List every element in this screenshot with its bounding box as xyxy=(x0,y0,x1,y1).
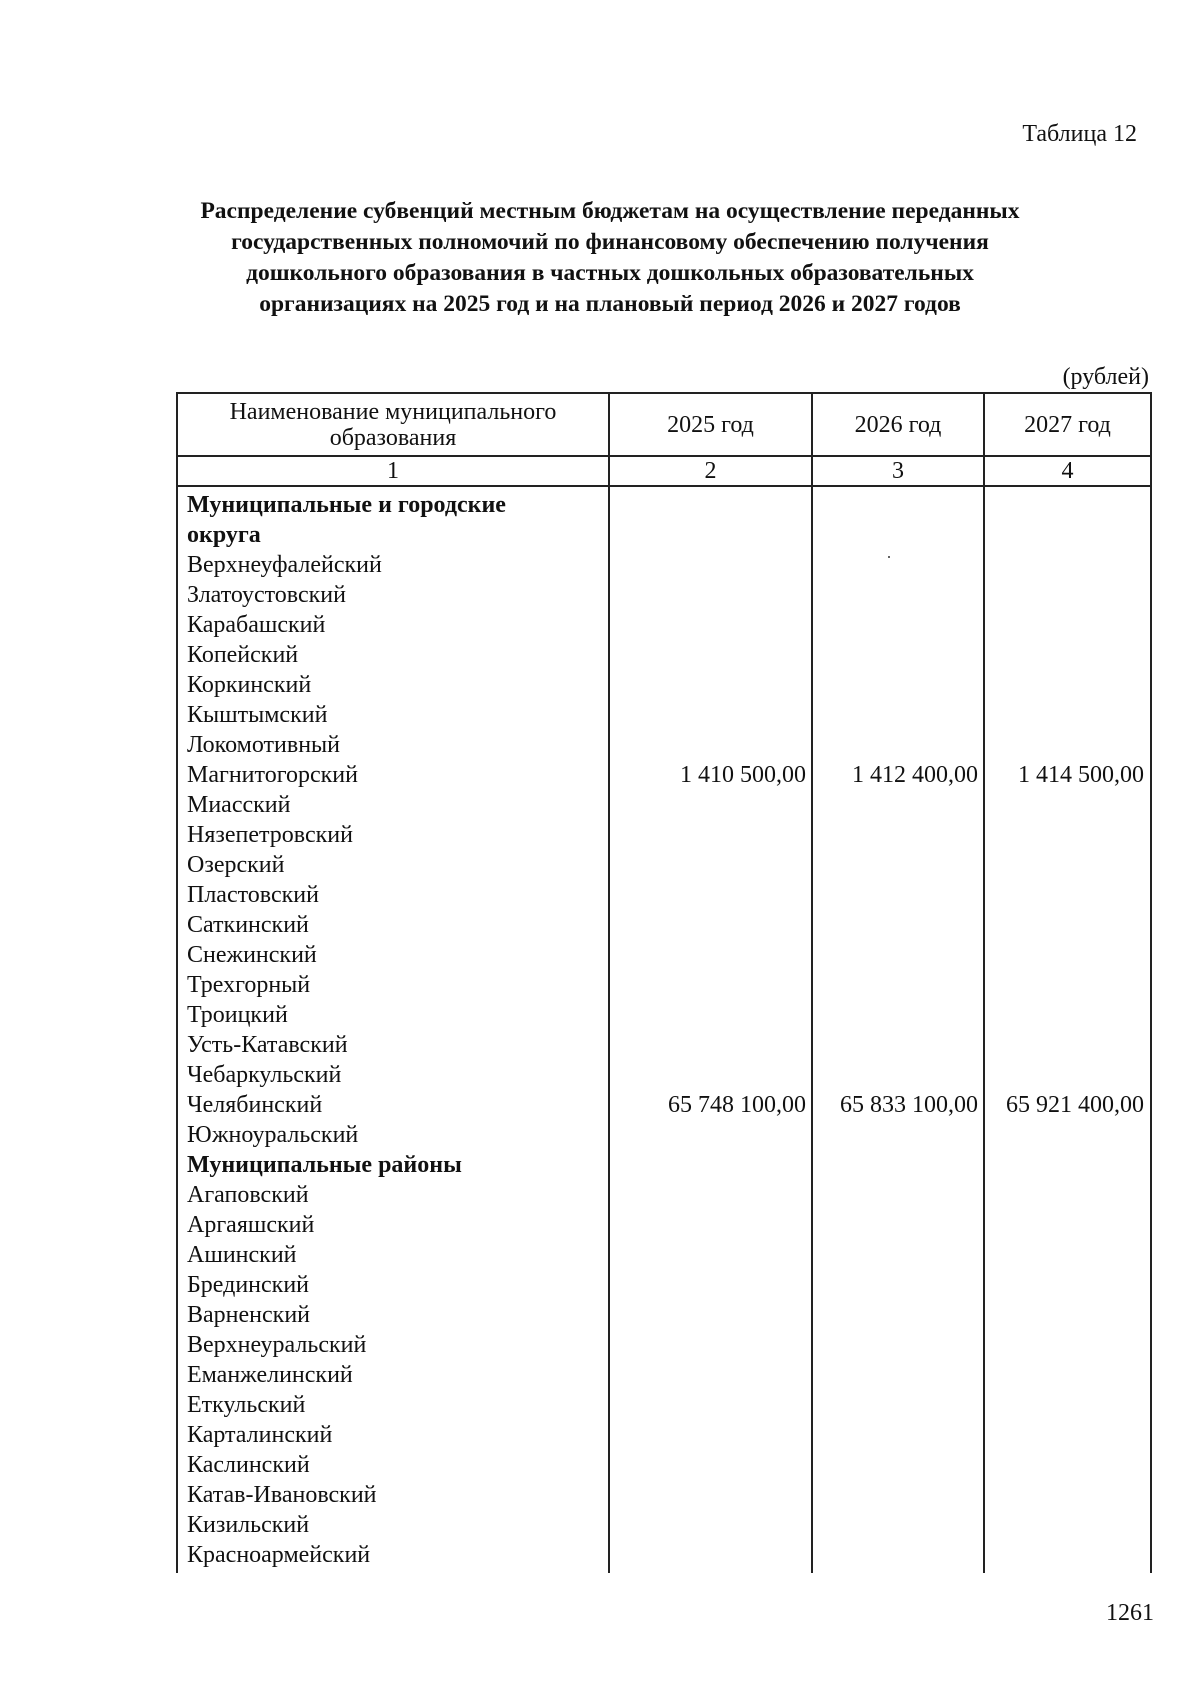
table-row-name: Коркинский xyxy=(187,672,312,698)
table-border-right xyxy=(1150,392,1152,1573)
table-row-name: Златоустовский xyxy=(187,582,346,608)
table-row-name: Ашинский xyxy=(187,1242,297,1268)
table-border-left xyxy=(176,392,178,1573)
table-row-name: Чебаркульский xyxy=(187,1062,342,1088)
value-2025: 65 748 100,00 xyxy=(668,1092,806,1118)
section-heading: округа xyxy=(187,522,261,548)
title-line: дошкольного образования в частных дошкольных образовательных xyxy=(246,260,974,286)
column-number-3: 3 xyxy=(892,458,904,484)
header-2027: 2027 год xyxy=(1024,411,1111,438)
document-title xyxy=(150,196,1070,320)
column-number-2: 2 xyxy=(704,458,717,484)
table-row-name: Нязепетровский xyxy=(187,822,353,848)
table-row-name: Трехгорный xyxy=(187,972,311,998)
section-heading: Муниципальные районы xyxy=(187,1152,462,1178)
column-divider-2 xyxy=(811,392,813,1573)
table-row-name: Озерский xyxy=(187,852,285,878)
table-row-name: Брединский xyxy=(187,1272,310,1298)
table-row-name: Красноармейский xyxy=(187,1542,371,1568)
table-row-name: Карталинский xyxy=(187,1422,333,1448)
value-2027: 1 414 500,00 xyxy=(1018,762,1144,788)
column-divider-1 xyxy=(608,392,610,1573)
table-row-name: Троицкий xyxy=(187,1002,288,1028)
table-row-name: Миасский xyxy=(187,792,291,818)
value-2025: 1 410 500,00 xyxy=(680,762,806,788)
table-body xyxy=(187,490,607,1570)
header-name: Наименование муниципального образования xyxy=(229,398,557,451)
subvention-table xyxy=(176,392,1152,1573)
table-row-name: Пластовский xyxy=(187,882,319,908)
table-row-name: Агаповский xyxy=(187,1182,309,1208)
column-divider-3 xyxy=(983,392,985,1573)
scan-dot xyxy=(888,556,890,558)
table-row-name: Копейский xyxy=(187,642,299,668)
column-number-4: 4 xyxy=(1061,458,1074,484)
table-row-name: Магнитогорский xyxy=(187,762,358,788)
table-row-name: Варненский xyxy=(187,1302,310,1328)
table-row-name: Аргаяшский xyxy=(187,1212,315,1238)
table-row-name: Верхнеуфалейский xyxy=(187,552,382,578)
units-label: (рублей) xyxy=(1062,364,1149,390)
table-row-name: Верхнеуральский xyxy=(187,1332,367,1358)
title-line: Распределение субвенций местным бюджетам на осуществление переданных xyxy=(200,198,1020,224)
header-2025: 2025 год xyxy=(667,411,754,438)
value-2026: 65 833 100,00 xyxy=(840,1092,978,1118)
table-row-name: Кизильский xyxy=(187,1512,310,1538)
title-line: организациях на 2025 год и на плановый период 2026 и 2027 годов xyxy=(259,291,961,317)
table-row-name: Южноуральский xyxy=(187,1122,359,1148)
section-heading: Муниципальные и городские xyxy=(187,492,506,518)
column-number-divider xyxy=(176,485,1152,487)
table-row-name: Карабашский xyxy=(187,612,326,638)
page-number: 1261 xyxy=(1106,1600,1154,1626)
table-row-name: Каслинский xyxy=(187,1452,310,1478)
table-row-name: Кыштымский xyxy=(187,702,328,728)
value-2026: 1 412 400,00 xyxy=(852,762,978,788)
table-row-name: Челябинский xyxy=(187,1092,323,1118)
table-row-name: Еманжелинский xyxy=(187,1362,353,1388)
column-number-1: 1 xyxy=(387,458,399,484)
header-2026: 2026 год xyxy=(854,411,942,438)
table-row-name: Саткинский xyxy=(187,912,309,938)
table-row-name: Локомотивный xyxy=(187,732,341,758)
value-2027: 65 921 400,00 xyxy=(1006,1092,1144,1118)
table-row-name: Усть-Катавский xyxy=(187,1032,348,1058)
table-label: Таблица 12 xyxy=(1022,121,1137,147)
table-row-name: Снежинский xyxy=(187,942,317,968)
table-row-name: Еткульский xyxy=(187,1392,306,1418)
title-line: государственных полномочий по финансовому обеспечению получения xyxy=(231,229,989,255)
table-row-name: Катав-Ивановский xyxy=(187,1482,377,1508)
